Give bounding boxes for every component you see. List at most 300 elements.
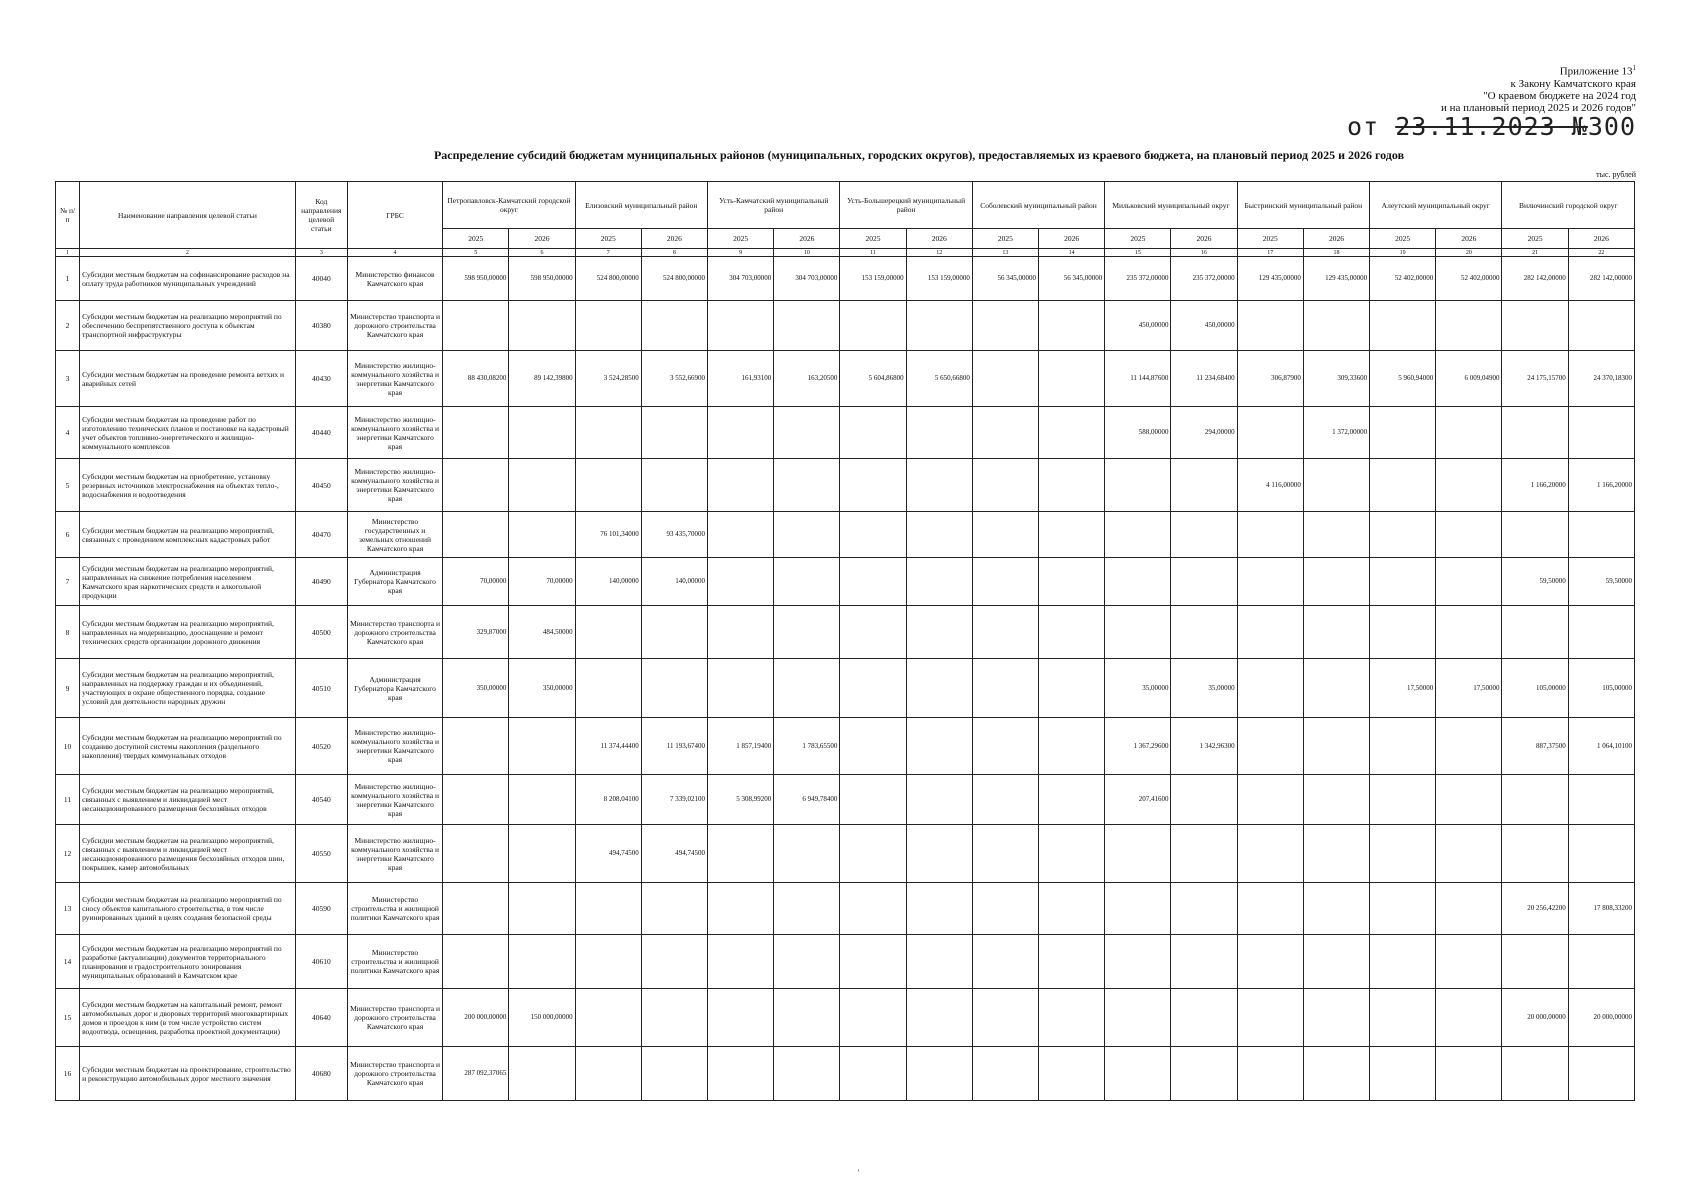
value-cell xyxy=(1237,775,1303,825)
value-cell xyxy=(906,407,972,459)
row-code: 40380 xyxy=(295,301,347,351)
header-year: 2025 xyxy=(708,229,774,249)
date-stamp xyxy=(1347,112,1636,141)
value-cell xyxy=(906,459,972,512)
value-cell xyxy=(1171,459,1237,512)
value-cell: 1 857,19400 xyxy=(708,718,774,775)
value-cell xyxy=(1502,301,1568,351)
value-cell xyxy=(840,935,906,989)
value-cell xyxy=(708,989,774,1047)
value-cell: 1 342,96300 xyxy=(1171,718,1237,775)
header-num: № п/п xyxy=(56,182,80,249)
value-cell: 5 604,86800 xyxy=(840,351,906,407)
row-code: 40590 xyxy=(295,883,347,935)
value-cell: 287 092,37065 xyxy=(443,1047,509,1101)
value-cell xyxy=(1436,1047,1502,1101)
value-cell xyxy=(443,512,509,558)
value-cell xyxy=(443,718,509,775)
value-cell xyxy=(972,989,1038,1047)
header-year: 2025 xyxy=(840,229,906,249)
table-row xyxy=(56,659,1635,718)
value-cell xyxy=(1568,935,1634,989)
value-cell: 1 064,10100 xyxy=(1568,718,1634,775)
row-code: 40640 xyxy=(295,989,347,1047)
header-column-index: 21 xyxy=(1502,249,1568,257)
value-cell xyxy=(840,558,906,606)
header-column-index: 22 xyxy=(1568,249,1634,257)
header-column-index: 4 xyxy=(347,249,442,257)
value-cell xyxy=(443,775,509,825)
row-name: Субсидии местным бюджетам на реализацию мероприятий, направленных на снижение потребления населением Камчатского края наркотических средств и алкогольной продукции xyxy=(80,558,296,606)
row-number: 12 xyxy=(56,825,80,883)
table-row xyxy=(56,512,1635,558)
header-column-index: 1 xyxy=(56,249,80,257)
value-cell: 4 116,00000 xyxy=(1237,459,1303,512)
table-row xyxy=(56,825,1635,883)
header-column-index: 14 xyxy=(1039,249,1105,257)
value-cell: 17,50000 xyxy=(1370,659,1436,718)
header-column-index: 15 xyxy=(1105,249,1171,257)
value-cell: 140,00000 xyxy=(575,558,641,606)
value-cell xyxy=(840,659,906,718)
value-cell xyxy=(1502,825,1568,883)
value-cell: 598 950,00000 xyxy=(443,257,509,301)
value-cell xyxy=(1237,935,1303,989)
value-cell xyxy=(1105,459,1171,512)
table-row xyxy=(56,558,1635,606)
value-cell xyxy=(509,935,575,989)
value-cell xyxy=(972,301,1038,351)
header-column-index: 8 xyxy=(641,249,707,257)
row-grbs: Министерство транспорта и дорожного строительства Камчатского края xyxy=(347,301,442,351)
row-number: 10 xyxy=(56,718,80,775)
value-cell: 524 800,00000 xyxy=(575,257,641,301)
row-name: Субсидии местным бюджетам на проведение ремонта ветхих и аварийных сетей xyxy=(80,351,296,407)
value-cell xyxy=(1370,935,1436,989)
header-year: 2026 xyxy=(509,229,575,249)
table-row xyxy=(56,257,1635,301)
value-cell: 24 370,18300 xyxy=(1568,351,1634,407)
value-cell xyxy=(1105,935,1171,989)
value-cell xyxy=(1237,825,1303,883)
row-number: 2 xyxy=(56,301,80,351)
value-cell xyxy=(641,459,707,512)
value-cell xyxy=(509,459,575,512)
value-cell xyxy=(1039,512,1105,558)
row-grbs: Администрация Губернатора Камчатского края xyxy=(347,659,442,718)
value-cell xyxy=(708,825,774,883)
value-cell xyxy=(641,407,707,459)
row-code: 40440 xyxy=(295,407,347,459)
header-column-index: 20 xyxy=(1436,249,1502,257)
value-cell xyxy=(1370,407,1436,459)
value-cell: 105,00000 xyxy=(1568,659,1634,718)
value-cell xyxy=(1568,825,1634,883)
value-cell xyxy=(906,512,972,558)
value-cell xyxy=(1039,351,1105,407)
value-cell xyxy=(708,459,774,512)
header-year: 2026 xyxy=(774,229,840,249)
header-row-index xyxy=(56,249,1635,257)
value-cell: 150 000,00000 xyxy=(509,989,575,1047)
row-number: 15 xyxy=(56,989,80,1047)
header-district: Вилючинский городской округ xyxy=(1502,182,1635,229)
value-cell xyxy=(774,659,840,718)
header-year: 2026 xyxy=(1568,229,1634,249)
value-cell xyxy=(1039,883,1105,935)
row-name: Субсидии местным бюджетам на проектирование, строительство и реконструкцию автомобильных дорог местного значения xyxy=(80,1047,296,1101)
row-name: Субсидии местным бюджетам на софинансирование расходов на оплату труда работников муниципальных учреждений xyxy=(80,257,296,301)
value-cell: 35,00000 xyxy=(1105,659,1171,718)
value-cell xyxy=(1568,775,1634,825)
value-cell xyxy=(1502,935,1568,989)
row-name: Субсидии местным бюджетам на реализацию мероприятий, направленных на модернизацию, дооснащение и ремонт технических средств организации дорожного движения xyxy=(80,606,296,659)
header-column-index: 13 xyxy=(972,249,1038,257)
header-year: 2025 xyxy=(972,229,1038,249)
header-column-index: 10 xyxy=(774,249,840,257)
appendix-line-4: и на плановый период 2025 и 2026 годов" xyxy=(1440,101,1636,114)
row-code: 40540 xyxy=(295,775,347,825)
header-district: Быстринский муниципальный район xyxy=(1237,182,1369,229)
value-cell xyxy=(1303,558,1369,606)
appendix-header xyxy=(1441,62,1636,114)
value-cell xyxy=(972,935,1038,989)
value-cell xyxy=(1370,558,1436,606)
header-year: 2025 xyxy=(1370,229,1436,249)
value-cell xyxy=(443,301,509,351)
value-cell xyxy=(708,407,774,459)
value-cell: 89 142,39800 xyxy=(509,351,575,407)
header-district: Усть-Камчатский муниципальный район xyxy=(708,182,840,229)
value-cell xyxy=(1303,935,1369,989)
value-cell xyxy=(1370,825,1436,883)
value-cell xyxy=(774,407,840,459)
value-cell xyxy=(1039,989,1105,1047)
row-grbs: Министерство транспорта и дорожного строительства Камчатского края xyxy=(347,1047,442,1101)
row-number: 6 xyxy=(56,512,80,558)
value-cell: 282 142,00000 xyxy=(1502,257,1568,301)
header-column-index: 16 xyxy=(1171,249,1237,257)
row-name: Субсидии местным бюджетам на реализацию мероприятий по созданию доступной системы накопления (раздельного накопления) твердых коммунальных отходов xyxy=(80,718,296,775)
value-cell xyxy=(774,512,840,558)
value-cell xyxy=(1039,718,1105,775)
header-column-index: 3 xyxy=(295,249,347,257)
header-year: 2026 xyxy=(1436,229,1502,249)
value-cell xyxy=(774,989,840,1047)
value-cell: 450,00000 xyxy=(1171,301,1237,351)
value-cell: 484,50000 xyxy=(509,606,575,659)
value-cell: 6 009,04900 xyxy=(1436,351,1502,407)
row-grbs: Министерство жилищно-коммунального хозяйства и энергетики Камчатского края xyxy=(347,459,442,512)
row-code: 40430 xyxy=(295,351,347,407)
value-cell xyxy=(641,1047,707,1101)
row-number: 8 xyxy=(56,606,80,659)
header-district: Алеутский муниципальный округ xyxy=(1370,182,1502,229)
row-name: Субсидии местным бюджетам на реализацию мероприятий по сносу объектов капитального строительства, в том числе руинированных зданий в целях создания безопасной среды xyxy=(80,883,296,935)
value-cell: 306,87900 xyxy=(1237,351,1303,407)
value-cell xyxy=(509,301,575,351)
value-cell xyxy=(575,301,641,351)
row-grbs: Министерство финансов Камчатского края xyxy=(347,257,442,301)
value-cell xyxy=(972,718,1038,775)
value-cell xyxy=(774,606,840,659)
header-district: Мильковский муниципальный округ xyxy=(1105,182,1237,229)
value-cell xyxy=(1303,459,1369,512)
value-cell: 88 430,08200 xyxy=(443,351,509,407)
value-cell xyxy=(641,989,707,1047)
value-cell xyxy=(443,825,509,883)
row-number: 13 xyxy=(56,883,80,935)
value-cell xyxy=(1370,301,1436,351)
header-column-index: 2 xyxy=(80,249,296,257)
header-code: Код направления целевой статьи xyxy=(295,182,347,249)
value-cell xyxy=(1568,301,1634,351)
row-grbs: Министерство государственных и земельных отношений Камчатского края xyxy=(347,512,442,558)
row-number: 9 xyxy=(56,659,80,718)
value-cell xyxy=(575,606,641,659)
value-cell xyxy=(708,1047,774,1101)
value-cell xyxy=(1039,1047,1105,1101)
header-year: 2025 xyxy=(1237,229,1303,249)
value-cell: 52 402,00000 xyxy=(1370,257,1436,301)
value-cell: 52 402,00000 xyxy=(1436,257,1502,301)
value-cell xyxy=(443,407,509,459)
value-cell: 235 372,00000 xyxy=(1171,257,1237,301)
header-column-index: 7 xyxy=(575,249,641,257)
value-cell xyxy=(1237,407,1303,459)
table-row xyxy=(56,459,1635,512)
appendix-line-2: к Закону Камчатского края xyxy=(1510,77,1636,90)
row-name: Субсидии местным бюджетам на реализацию мероприятий, направленных на поддержку граждан и их объединений, участвующих в охране общественного порядка, создание условий для деятельности народных дружин xyxy=(80,659,296,718)
value-cell xyxy=(1303,512,1369,558)
value-cell xyxy=(1436,825,1502,883)
value-cell xyxy=(972,883,1038,935)
value-cell xyxy=(1370,883,1436,935)
value-cell xyxy=(708,606,774,659)
value-cell xyxy=(1039,407,1105,459)
value-cell xyxy=(1237,606,1303,659)
header-column-index: 9 xyxy=(708,249,774,257)
value-cell xyxy=(1303,1047,1369,1101)
value-cell xyxy=(840,883,906,935)
header-grbs: ГРБС xyxy=(347,182,442,249)
header-row-districts xyxy=(56,182,1635,229)
value-cell: 494,74500 xyxy=(575,825,641,883)
value-cell xyxy=(906,883,972,935)
value-cell: 153 159,00000 xyxy=(840,257,906,301)
value-cell xyxy=(1171,935,1237,989)
value-cell xyxy=(1370,459,1436,512)
value-cell xyxy=(972,407,1038,459)
value-cell: 309,33600 xyxy=(1303,351,1369,407)
table-row xyxy=(56,989,1635,1047)
table-row xyxy=(56,606,1635,659)
value-cell xyxy=(1370,989,1436,1047)
value-cell: 20 000,00000 xyxy=(1502,989,1568,1047)
value-cell xyxy=(972,351,1038,407)
row-code: 40450 xyxy=(295,459,347,512)
value-cell xyxy=(1568,407,1634,459)
value-cell xyxy=(774,301,840,351)
value-cell xyxy=(840,301,906,351)
value-cell xyxy=(840,775,906,825)
value-cell xyxy=(1502,775,1568,825)
value-cell xyxy=(1436,935,1502,989)
value-cell: 153 159,00000 xyxy=(906,257,972,301)
value-cell xyxy=(1237,718,1303,775)
row-name: Субсидии местным бюджетам на реализацию мероприятий по обеспечению беспрепятственного доступа к объектам транспортной инфраструктуры xyxy=(80,301,296,351)
appendix-line-1: Приложение 13 xyxy=(1559,65,1633,78)
value-cell: 5 308,99200 xyxy=(708,775,774,825)
header-column-index: 5 xyxy=(443,249,509,257)
value-cell xyxy=(641,935,707,989)
value-cell: 17 808,33200 xyxy=(1568,883,1634,935)
value-cell xyxy=(1105,825,1171,883)
value-cell: 59,50000 xyxy=(1568,558,1634,606)
value-cell xyxy=(641,301,707,351)
value-cell xyxy=(1370,1047,1436,1101)
value-cell: 129 435,00000 xyxy=(1303,257,1369,301)
header-column-index: 12 xyxy=(906,249,972,257)
value-cell: 887,37500 xyxy=(1502,718,1568,775)
value-cell: 588,00000 xyxy=(1105,407,1171,459)
appendix-line-3: "О краевом бюджете на 2024 год xyxy=(1483,89,1636,102)
value-cell xyxy=(906,558,972,606)
value-cell xyxy=(1039,301,1105,351)
row-name: Субсидии местным бюджетам на капитальный ремонт, ремонт автомобильных дорог и дворовых территорий многоквартирных домов и проездов к ним (в том числе устройство систем водоотвода, освещения, разработка проектной документации) xyxy=(80,989,296,1047)
value-cell xyxy=(1237,558,1303,606)
row-number: 3 xyxy=(56,351,80,407)
value-cell: 129 435,00000 xyxy=(1237,257,1303,301)
value-cell: 304 703,00000 xyxy=(774,257,840,301)
value-cell xyxy=(1171,883,1237,935)
value-cell: 350,00000 xyxy=(509,659,575,718)
value-cell xyxy=(575,989,641,1047)
value-cell xyxy=(1370,718,1436,775)
value-cell: 1 166,20000 xyxy=(1502,459,1568,512)
value-cell xyxy=(1039,606,1105,659)
stamp-number: 300 xyxy=(1587,112,1636,141)
value-cell xyxy=(840,606,906,659)
header-column-index: 19 xyxy=(1370,249,1436,257)
value-cell xyxy=(509,512,575,558)
value-cell xyxy=(1436,883,1502,935)
value-cell xyxy=(1303,775,1369,825)
value-cell: 304 703,00000 xyxy=(708,257,774,301)
value-cell xyxy=(1171,1047,1237,1101)
value-cell: 59,50000 xyxy=(1502,558,1568,606)
value-cell xyxy=(1039,459,1105,512)
table-row xyxy=(56,301,1635,351)
value-cell xyxy=(1436,606,1502,659)
value-cell xyxy=(1171,512,1237,558)
table-row xyxy=(56,935,1635,989)
value-cell xyxy=(509,718,575,775)
value-cell xyxy=(708,301,774,351)
row-number: 7 xyxy=(56,558,80,606)
value-cell xyxy=(1568,512,1634,558)
row-grbs: Министерство транспорта и дорожного строительства Камчатского края xyxy=(347,989,442,1047)
table-body xyxy=(56,257,1635,1101)
row-number: 1 xyxy=(56,257,80,301)
row-name: Субсидии местным бюджетам на проведение работ по изготовлению технических планов и постановке на кадастровый учет объектов топливно-энергетического и жилищно-коммунального комплексов xyxy=(80,407,296,459)
value-cell: 450,00000 xyxy=(1105,301,1171,351)
value-cell xyxy=(906,1047,972,1101)
value-cell xyxy=(972,459,1038,512)
row-name: Субсидии местным бюджетам на приобретение, установку резервных источников электроснабжения на объектах тепло-, водоснабжения и водоотведения xyxy=(80,459,296,512)
value-cell: 70,00000 xyxy=(509,558,575,606)
value-cell xyxy=(509,407,575,459)
header-year: 2026 xyxy=(1039,229,1105,249)
value-cell: 11 144,87600 xyxy=(1105,351,1171,407)
value-cell xyxy=(1303,606,1369,659)
value-cell xyxy=(774,825,840,883)
value-cell xyxy=(1436,775,1502,825)
value-cell xyxy=(774,883,840,935)
value-cell: 329,87000 xyxy=(443,606,509,659)
value-cell: 598 950,00000 xyxy=(509,257,575,301)
value-cell: 11 193,67400 xyxy=(641,718,707,775)
value-cell xyxy=(972,606,1038,659)
header-name: Наименование направления целевой статьи xyxy=(80,182,296,249)
row-code: 40500 xyxy=(295,606,347,659)
value-cell xyxy=(972,512,1038,558)
header-column-index: 11 xyxy=(840,249,906,257)
value-cell: 207,41600 xyxy=(1105,775,1171,825)
value-cell xyxy=(972,659,1038,718)
value-cell: 11 374,44400 xyxy=(575,718,641,775)
value-cell: 161,93100 xyxy=(708,351,774,407)
value-cell: 11 234,68400 xyxy=(1171,351,1237,407)
value-cell: 235 372,00000 xyxy=(1105,257,1171,301)
value-cell: 93 435,70000 xyxy=(641,512,707,558)
value-cell: 494,74500 xyxy=(641,825,707,883)
header-column-index: 6 xyxy=(509,249,575,257)
header-year: 2026 xyxy=(1303,229,1369,249)
value-cell xyxy=(1303,659,1369,718)
value-cell xyxy=(708,883,774,935)
row-grbs: Министерство строительства и жилищной политики Камчатского края xyxy=(347,935,442,989)
value-cell xyxy=(1105,1047,1171,1101)
table-row xyxy=(56,718,1635,775)
value-cell xyxy=(443,459,509,512)
value-cell: 163,20500 xyxy=(774,351,840,407)
value-cell xyxy=(1502,512,1568,558)
header-year: 2025 xyxy=(575,229,641,249)
row-code: 40610 xyxy=(295,935,347,989)
value-cell xyxy=(906,606,972,659)
value-cell xyxy=(575,407,641,459)
value-cell xyxy=(1237,1047,1303,1101)
value-cell xyxy=(840,989,906,1047)
row-number: 4 xyxy=(56,407,80,459)
value-cell: 56 345,00000 xyxy=(1039,257,1105,301)
value-cell xyxy=(1039,558,1105,606)
value-cell xyxy=(575,935,641,989)
header-year: 2026 xyxy=(641,229,707,249)
value-cell xyxy=(1237,883,1303,935)
row-grbs: Министерство жилищно-коммунального хозяйства и энергетики Камчатского края xyxy=(347,407,442,459)
row-name: Субсидии местным бюджетам на реализацию мероприятий, связанных с выявлением и ликвидацией мест несанкционированного размещения бесхозяйных отходов xyxy=(80,775,296,825)
value-cell: 282 142,00000 xyxy=(1568,257,1634,301)
value-cell xyxy=(1039,825,1105,883)
value-cell xyxy=(1303,301,1369,351)
value-cell xyxy=(1436,459,1502,512)
table-row xyxy=(56,775,1635,825)
value-cell xyxy=(1436,558,1502,606)
value-cell: 5 650,66800 xyxy=(906,351,972,407)
appendix-superscript: 1 xyxy=(1632,64,1636,72)
